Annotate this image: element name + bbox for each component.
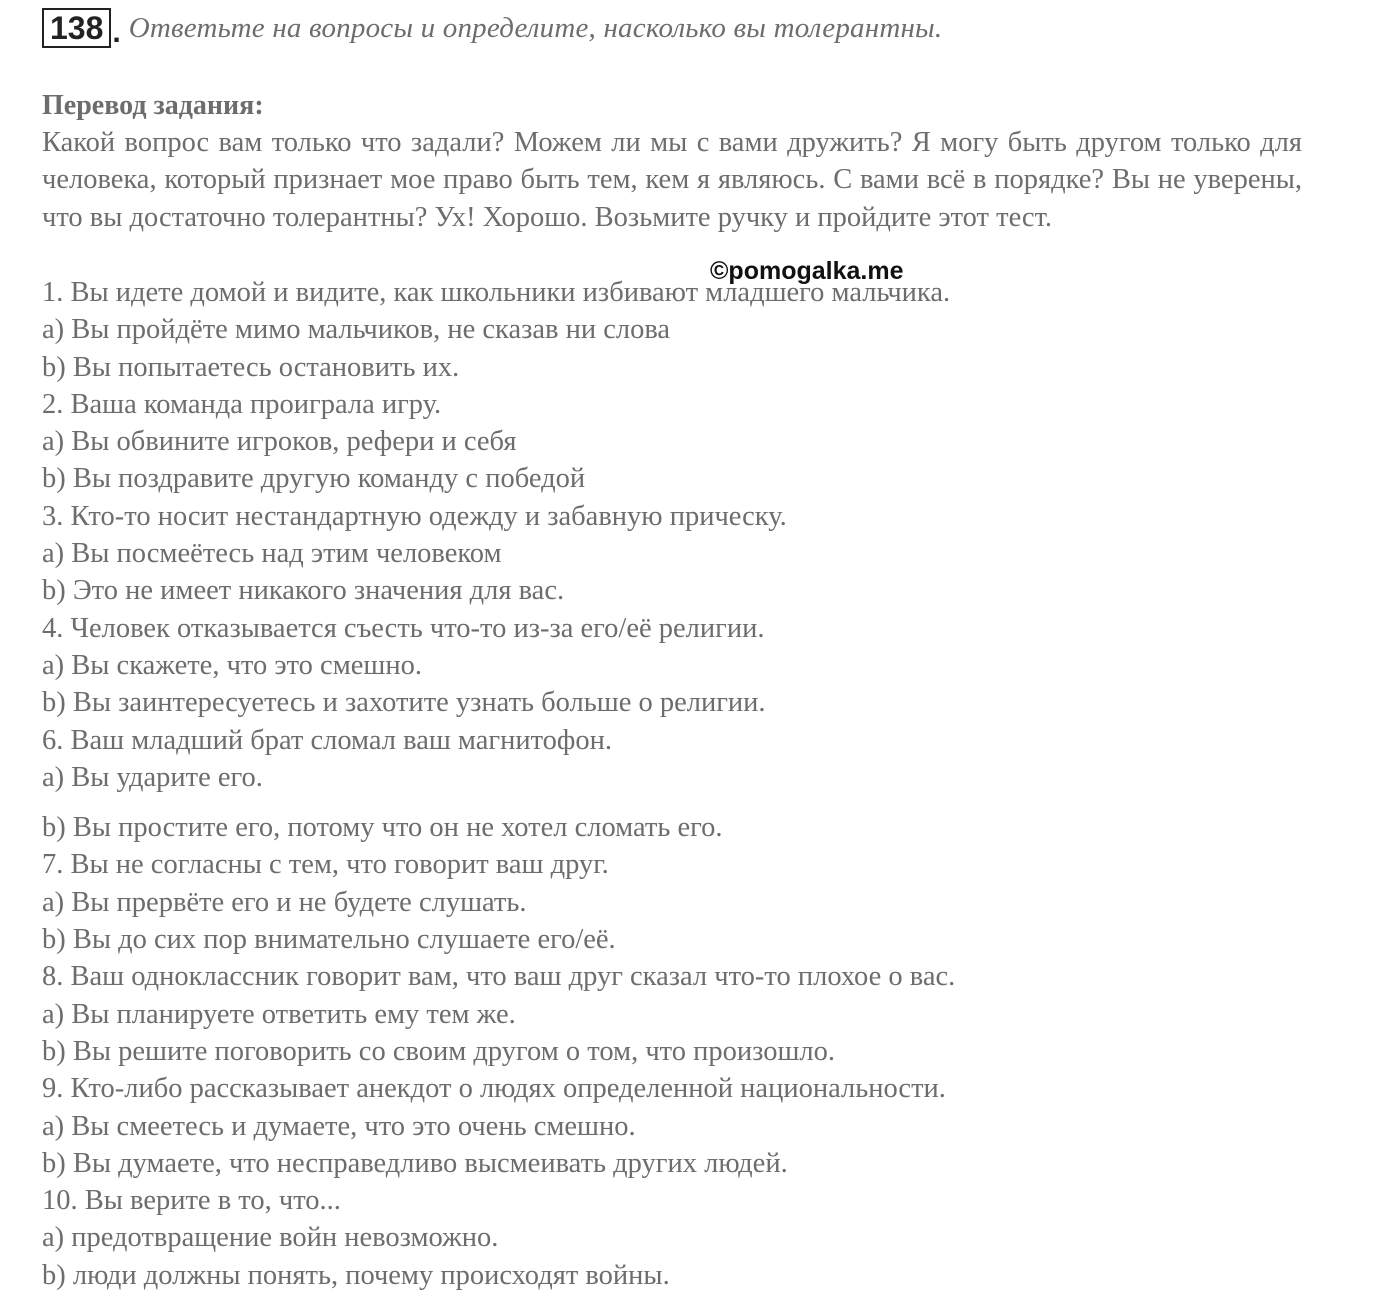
answer-line: a) Вы обвините игроков, рефери и себя: [42, 426, 517, 458]
answer-line: a) Вы ударите его.: [42, 761, 263, 793]
task-instruction: Ответьте на вопросы и определите, насколько вы толерантны.: [128, 11, 943, 44]
task-number: 138: [42, 8, 111, 48]
answer-line: b) люди должны понять, почему происходят войны.: [42, 1259, 670, 1291]
answer-line: a) Вы планируете ответить ему тем же.: [42, 998, 516, 1030]
question-line: 7. Вы не согласны с тем, что говорит ваш друг.: [42, 849, 609, 881]
answer-line: b) Вы простите его, потому что он не хотел сломать его.: [42, 812, 723, 844]
answer-line: b) Вы думаете, что несправедливо высмеивать других людей.: [42, 1147, 788, 1179]
question-line: 3. Кто-то носит нестандартную одежду и забавную прическу.: [42, 500, 787, 532]
answer-line: b) Вы поздравите другую команду с победой: [42, 463, 586, 495]
answer-line: a) Вы посмеётесь над этим человеком: [42, 538, 502, 570]
answer-line: a) Вы смеетесь и думаете, что это очень смешно.: [42, 1110, 636, 1142]
translation-intro: Какой вопрос вам только что задали? Можем ли мы с вами дружить? Я могу быть другом только для человека, который признает мое право быть тем, кем я являюсь. С вами всё в порядке? Вы не уверены, что вы достаточно толерантны? Ух! Хорошо. Возьмите ручку и пройдите этот тест.: [42, 127, 1302, 233]
answer-line: a) Вы пройдёте мимо мальчиков, не сказав ни слова: [42, 314, 671, 346]
answer-line: b) Вы решите поговорить со своим другом о том, что произошло.: [42, 1035, 835, 1067]
translation-heading: Перевод задания:: [42, 90, 264, 121]
answer-line: b) Вы до сих пор внимательно слушаете его/её.: [42, 924, 616, 956]
answer-line: a) Вы прервёте его и не будете слушать.: [42, 886, 527, 918]
question-line: 2. Ваша команда проиграла игру.: [42, 388, 442, 420]
answer-line: a) предотвращение войн невозможно.: [42, 1222, 499, 1254]
answer-line: b) Вы попытаетесь остановить их.: [42, 351, 460, 383]
answer-line: a) Вы скажете, что это смешно.: [42, 649, 422, 681]
question-list: [42, 274, 1342, 1294]
question-line: 6. Ваш младший брат сломал ваш магнитофон.: [42, 724, 613, 756]
task-header: [42, 6, 942, 50]
question-line: 10. Вы верите в то, что...: [42, 1185, 341, 1217]
question-line: 1. Вы идете домой и видите, как школьники избивают младшего мальчика.: [42, 277, 951, 308]
answer-line: b) Вы заинтересуетесь и захотите узнать больше о религии.: [42, 687, 766, 719]
question-line: 9. Кто-либо рассказывает анекдот о людях определенной национальности.: [42, 1073, 946, 1105]
question-line: 4. Человек отказывается съесть что-то из-за его/её религии.: [42, 612, 765, 644]
question-line: 8. Ваш одноклассник говорит вам, что ваш друг сказал что-то плохое о вас.: [42, 961, 956, 993]
answer-line: b) Это не имеет никакого значения для вас.: [42, 575, 565, 607]
watermark: ©pomogalka.me: [710, 257, 904, 285]
task-number-dot: .: [112, 16, 121, 49]
